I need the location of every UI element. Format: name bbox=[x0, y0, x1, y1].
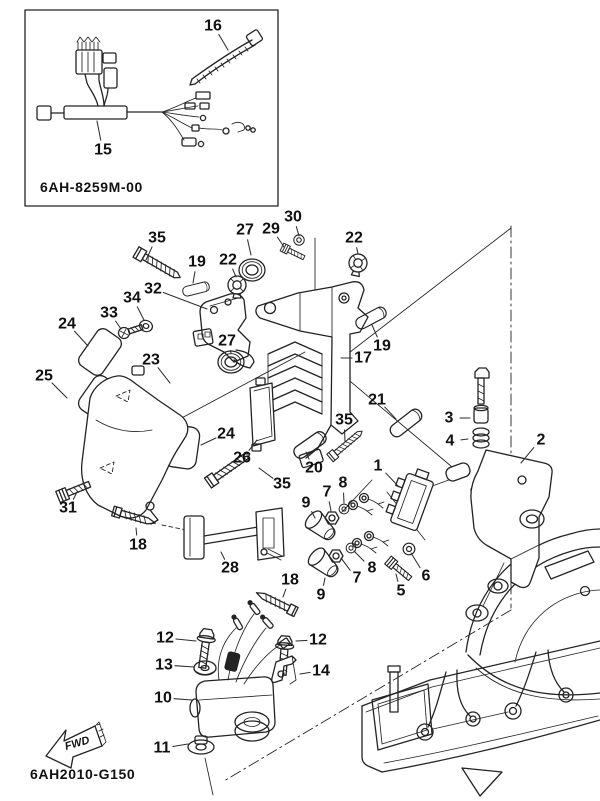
part-number-label: 3 bbox=[444, 409, 454, 427]
part-number-label: 27 bbox=[218, 332, 236, 350]
part-number-label: 18 bbox=[129, 536, 147, 554]
fwd-arrow bbox=[46, 722, 106, 768]
leader-line bbox=[329, 502, 331, 511]
pad-24a bbox=[76, 326, 124, 378]
leader-line bbox=[201, 438, 216, 445]
bracket-2 bbox=[444, 450, 552, 593]
cap-9a bbox=[302, 508, 339, 545]
leader-line bbox=[259, 468, 273, 478]
screw-33 bbox=[117, 322, 144, 340]
part-number-label: 21 bbox=[368, 391, 386, 409]
washer-8a bbox=[339, 504, 349, 514]
part-number-label: 12 bbox=[309, 631, 327, 649]
ring-terminal bbox=[360, 494, 385, 509]
leader-line bbox=[248, 240, 251, 255]
engine-outline bbox=[362, 529, 600, 796]
part-number-label: 18 bbox=[281, 571, 299, 589]
leader-line bbox=[136, 528, 137, 535]
leader-line bbox=[116, 321, 121, 329]
part-number-label: 11 bbox=[153, 739, 171, 757]
ring-terminal bbox=[365, 532, 390, 547]
leader-line bbox=[174, 699, 192, 700]
part-number-label: 30 bbox=[284, 208, 302, 226]
part-number-label: 4 bbox=[445, 432, 455, 450]
part-number-label: 35 bbox=[273, 475, 291, 493]
leader-line bbox=[176, 639, 196, 641]
cap-9b bbox=[305, 545, 342, 582]
leader-line bbox=[137, 307, 144, 320]
part-number-label: 1 bbox=[373, 457, 383, 475]
part-number-label: 15 bbox=[94, 141, 112, 159]
bolt-29 bbox=[280, 243, 306, 261]
leader-line bbox=[341, 558, 350, 570]
strap-28 bbox=[184, 508, 284, 560]
leader-line bbox=[230, 350, 231, 353]
leader-line bbox=[354, 551, 364, 561]
leader-line bbox=[173, 744, 188, 746]
mount-3-4 bbox=[473, 368, 489, 448]
part-number-label: 35 bbox=[148, 229, 166, 247]
rectifier-fins bbox=[268, 342, 322, 414]
part-number-label: 19 bbox=[188, 253, 206, 271]
plate-26 bbox=[250, 378, 275, 451]
part-number-label: 7 bbox=[322, 483, 332, 501]
leader-line bbox=[396, 574, 398, 581]
leader-line bbox=[193, 272, 195, 283]
part-number-label: 19 bbox=[373, 337, 391, 355]
part-number-label: 25 bbox=[35, 367, 53, 385]
inset-code-text: 6AH-8259M-00 bbox=[40, 179, 143, 195]
part-number-label: 27 bbox=[236, 221, 254, 239]
part-number-label: 7 bbox=[352, 569, 362, 587]
leader-line bbox=[461, 439, 468, 440]
bolt-5 bbox=[385, 556, 414, 582]
washer-34 bbox=[138, 319, 154, 334]
screw-35a bbox=[133, 247, 183, 283]
part-number-label: 20 bbox=[305, 459, 323, 477]
part-number-label: 23 bbox=[142, 351, 160, 369]
cover-23 bbox=[82, 366, 188, 524]
leader-line bbox=[75, 331, 88, 346]
part-number-label: 24 bbox=[217, 425, 235, 443]
rectifier-1 bbox=[383, 464, 436, 531]
leader-line bbox=[411, 553, 420, 568]
screw-18b bbox=[254, 588, 298, 616]
leader-line bbox=[175, 666, 194, 667]
nut-7a bbox=[325, 512, 339, 524]
part-number-label: 14 bbox=[312, 662, 330, 680]
collar-20 bbox=[292, 429, 329, 460]
leader-line bbox=[158, 368, 170, 383]
part-number-label: 9 bbox=[301, 494, 311, 512]
diagram-code-text: 6AH2010-G150 bbox=[30, 766, 136, 782]
leader-line bbox=[324, 578, 325, 585]
ring-terminal bbox=[353, 539, 378, 554]
leader-line bbox=[385, 407, 396, 419]
leader-line bbox=[146, 247, 152, 260]
relay-10-group bbox=[188, 599, 296, 754]
leader-line bbox=[163, 292, 207, 309]
part-number-label: 31 bbox=[59, 499, 77, 517]
relay-10 bbox=[190, 677, 275, 741]
part-number-label: 12 bbox=[156, 629, 174, 647]
leader-line bbox=[277, 237, 284, 247]
leader-line bbox=[296, 640, 307, 641]
part-number-label: 9 bbox=[316, 586, 326, 604]
washer-6 bbox=[403, 543, 415, 555]
collar-19a bbox=[182, 281, 211, 297]
part-number-label: 13 bbox=[155, 656, 173, 674]
part-number-label: 29 bbox=[262, 220, 280, 238]
leader-line bbox=[283, 589, 286, 597]
part-number-label: 16 bbox=[204, 17, 222, 35]
nut-7b bbox=[329, 550, 343, 562]
leader-line bbox=[372, 325, 377, 337]
leader-line bbox=[357, 248, 358, 254]
part-number-label: 28 bbox=[221, 559, 239, 577]
leader-line bbox=[221, 552, 225, 559]
part-number-label: 10 bbox=[154, 689, 172, 707]
part-number-label: 6 bbox=[421, 567, 431, 585]
part-number-label: 35 bbox=[335, 411, 353, 429]
part-number-label: 22 bbox=[345, 229, 363, 247]
part-number-label: 24 bbox=[58, 315, 76, 333]
part-number-label: 8 bbox=[338, 474, 348, 492]
inset-panel bbox=[25, 10, 278, 206]
part-number-label: 34 bbox=[123, 289, 141, 307]
part-number-label: 17 bbox=[354, 349, 372, 367]
collar-21 bbox=[388, 407, 424, 439]
grommet-22b bbox=[346, 252, 368, 277]
ring-terminal bbox=[349, 501, 374, 516]
part-number-label: 8 bbox=[367, 559, 377, 577]
part-number-label: 33 bbox=[100, 304, 118, 322]
part-number-label: 5 bbox=[396, 582, 406, 600]
part-number-label: 22 bbox=[219, 251, 237, 269]
bracket-14 bbox=[272, 656, 296, 684]
grommet-11 bbox=[188, 736, 214, 754]
part-number-label: 26 bbox=[233, 449, 251, 467]
leader-line bbox=[52, 383, 67, 398]
fwd-label: FWD bbox=[63, 734, 91, 753]
leader-line bbox=[300, 672, 310, 674]
screw-35b bbox=[327, 427, 365, 461]
part-number-label: 2 bbox=[536, 431, 546, 449]
part-number-label: 32 bbox=[144, 280, 162, 298]
